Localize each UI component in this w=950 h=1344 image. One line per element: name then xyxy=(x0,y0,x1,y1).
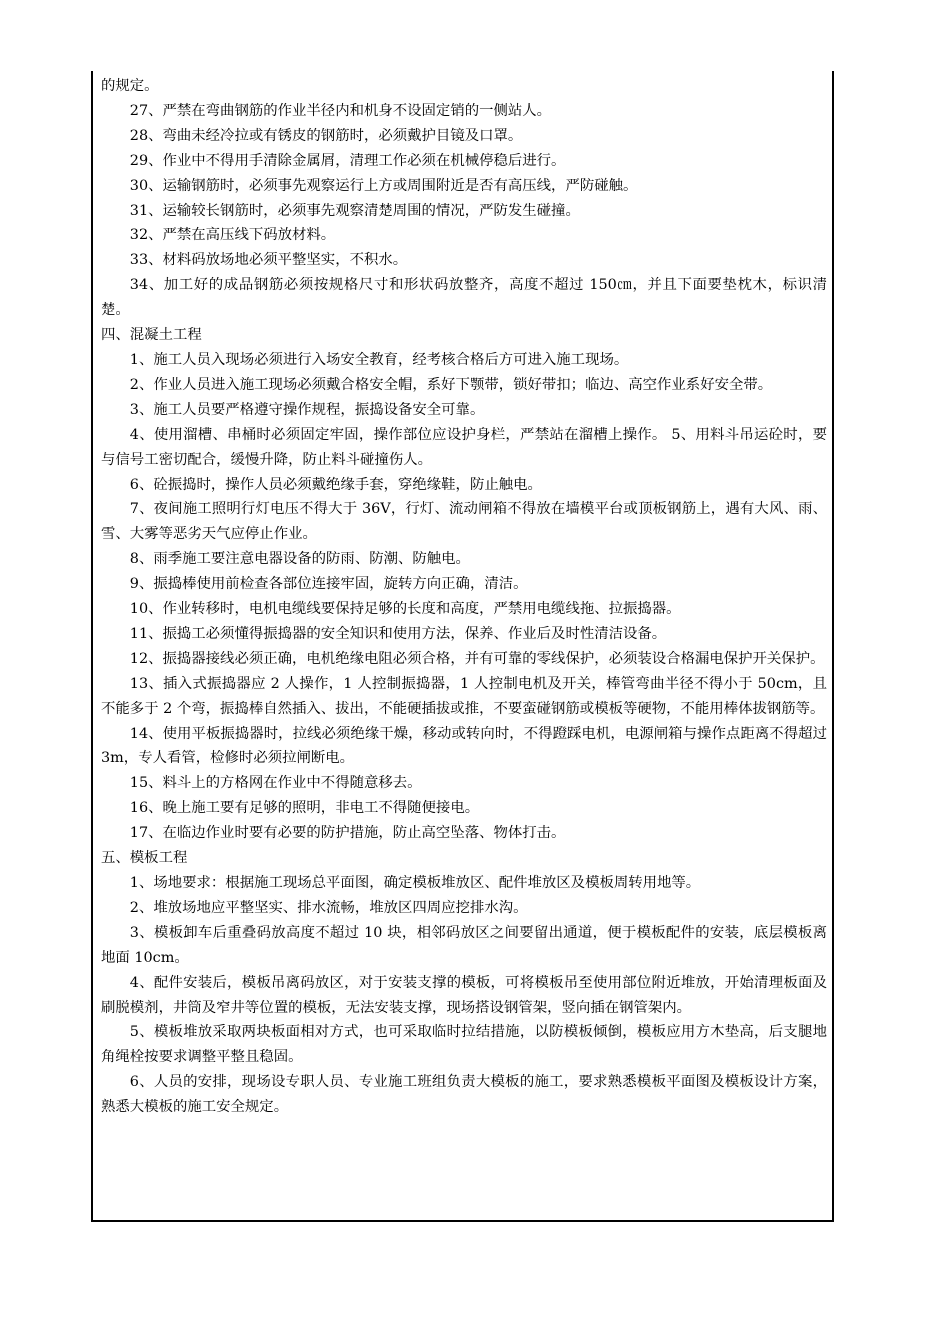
concrete-item: 10、作业转移时，电机电缆线要保持足够的长度和高度，严禁用电缆线拖、拉振捣器。 xyxy=(129,601,681,618)
concrete-item: 1、施工人员入现场必须进行入场安全教育，经考核合格后方可进入施工现场。 xyxy=(129,351,629,368)
concrete-item: 7、夜间施工照明行灯电压不得大于 36V，行灯、流动闸箱不得放在墙模平台或顶板钢筋上，遇有大风、雨、雪、大雾等恶劣天气应停止作业。 xyxy=(101,501,828,543)
rebar-item-28: 28、弯曲未经冷拉或有锈皮的钢筋时，必须戴护目镜及口罩。 xyxy=(129,127,523,144)
concrete-item: 16、晚上施工要有足够的照明，非电工不得随便接电。 xyxy=(129,800,480,817)
concrete-item: 3、施工人员要严格遵守操作规程，振捣设备安全可靠。 xyxy=(129,401,485,418)
document-body xyxy=(101,74,827,1120)
concrete-item: 9、振捣棒使用前检查各部位连接牢固，旋转方向正确，清洁。 xyxy=(129,576,528,593)
concrete-item: 6、砼振捣时，操作人员必须戴绝缘手套，穿绝缘鞋，防止触电。 xyxy=(129,476,542,493)
concrete-item: 14、使用平板振捣器时，拉线必须绝缘干燥，移动或转向时，不得蹬踩电机，电源闸箱与操作点距离不得超过 3m，专人看管，检修时必须拉闸断电。 xyxy=(101,725,827,767)
rebar-item-33: 33、材料码放场地必须平整坚实，不积水。 xyxy=(129,252,408,269)
rebar-item-34: 34、加工好的成品钢筋必须按规格尺寸和形状码放整齐，高度不超过 150㎝，并且下面要垫枕木，标识清楚。 xyxy=(101,277,827,319)
formwork-item: 3、模板卸车后重叠码放高度不超过 10 块，相邻码放区之间要留出通道，便于模板配件的安装，底层模板离地面 10cm。 xyxy=(101,924,827,966)
concrete-item: 17、在临边作业时要有必要的防护措施，防止高空坠落、物体打击。 xyxy=(129,825,566,842)
rebar-item-32: 32、严禁在高压线下码放材料。 xyxy=(129,227,336,244)
formwork-item: 4、配件安装后，模板吊离码放区，对于安装支撑的模板，可将模板吊至使用部位附近堆放，开始清理板面及刷脱模剂，井筒及窄井等位置的模板，无法安装支撑，现场搭设钢管架，竖向插在钢管架内。 xyxy=(101,974,827,1016)
formwork-item: 5、模板堆放采取两块板面相对方式，也可采取临时拉结措施，以防模板倾倒，模板应用方木垫高，后支腿地角绳栓按要求调整平整且稳固。 xyxy=(101,1024,827,1066)
rebar-item-29: 29、作业中不得用手清除金属屑，清理工作必须在机械停稳后进行。 xyxy=(129,152,566,169)
concrete-item: 13、插入式振捣器应 2 人操作，1 人控制振捣器，1 人控制电机及开关，棒管弯曲半径不得小于 50cm，且不能多于 2 个弯，振捣棒自然插入、拔出，不能硬插拔或推，不要蛮碰钢筋或模板等硬物，不能用棒体拔钢筋等。 xyxy=(101,675,827,717)
section-heading-formwork: 五、模板工程 xyxy=(101,850,188,867)
continued-text: 的规定。 xyxy=(101,78,159,94)
section-heading-concrete: 四、混凝土工程 xyxy=(101,327,202,344)
concrete-item: 15、料斗上的方格网在作业中不得随意移去。 xyxy=(129,775,422,792)
concrete-item: 11、振捣工必须懂得振捣器的安全知识和使用方法，保养、作业后及时性清洁设备。 xyxy=(129,625,667,642)
concrete-item: 8、雨季施工要注意电器设备的防雨、防潮、防触电。 xyxy=(129,551,470,568)
concrete-item: 2、作业人员进入施工现场必须戴合格安全帽，系好下颚带，锁好带扣；临边、高空作业系好安全带。 xyxy=(129,376,773,393)
concrete-item: 4、使用溜槽、串桶时必须固定牢固，操作部位应设护身栏，严禁站在溜槽上操作。 5、用料斗吊运砼时，要与信号工密切配合，缓慢升降，防止料斗碰撞伤人。 xyxy=(101,426,827,468)
formwork-item: 6、人员的安排，现场设专职人员、专业施工班组负责大模板的施工，要求熟悉模板平面图及模板设计方案，熟悉大模板的施工安全规定。 xyxy=(101,1074,827,1116)
rebar-item-30: 30、运输钢筋时，必须事先观察运行上方或周围附近是否有高压线，严防碰触。 xyxy=(129,177,638,194)
formwork-item: 2、堆放场地应平整坚实、排水流畅，堆放区四周应挖排水沟。 xyxy=(129,899,528,916)
rebar-item-31: 31、运输较长钢筋时，必须事先观察清楚周围的情况，严防发生碰撞。 xyxy=(129,202,580,219)
concrete-item: 12、振捣器接线必须正确，电机绝缘电阻必须合格，并有可靠的零线保护，必须装设合格漏电保护开关保护。 xyxy=(129,650,825,667)
formwork-item: 1、场地要求：根据施工现场总平面图，确定模板堆放区、配件堆放区及模板周转用地等。 xyxy=(129,875,701,891)
rebar-item-27: 27、严禁在弯曲钢筋的作业半径内和机身不设固定销的一侧站人。 xyxy=(129,102,552,119)
